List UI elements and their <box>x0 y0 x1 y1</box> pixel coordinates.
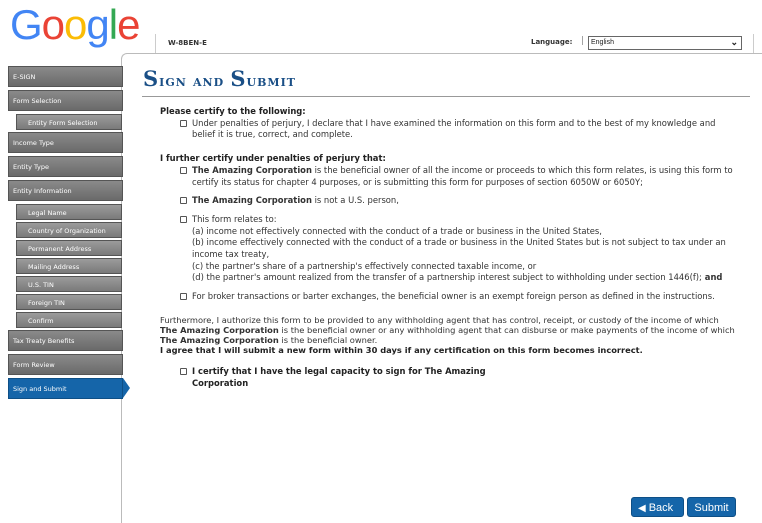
sidebar-item-country-of-organization[interactable]: Country of Organization <box>16 222 122 238</box>
logo-letter: g <box>86 1 109 48</box>
language-value: English <box>591 39 614 46</box>
sidebar-item-income-type[interactable]: Income Type <box>8 132 123 153</box>
relates-certification <box>160 214 735 284</box>
owner-certification <box>160 165 735 188</box>
sidebar-item-legal-name[interactable]: Legal Name <box>16 204 122 220</box>
left-triangle-icon: ◀ <box>638 503 646 514</box>
capacity-text: I certify that I have the legal capacity to sign for The Amazing Corporation <box>192 366 486 389</box>
sidebar-item-tax-treaty-benefits[interactable]: Tax Treaty Benefits <box>8 330 123 351</box>
chevron-down-icon: ⌄ <box>730 37 738 47</box>
certification-content <box>160 106 735 390</box>
submit-label: Submit <box>694 502 729 514</box>
sidebar-item-mailing-address[interactable]: Mailing Address <box>16 258 122 274</box>
broker-text: For broker transactions or barter exchanges, the beneficial owner is an exempt foreign person as defined in the instructions. <box>192 291 715 302</box>
entity-name: The Amazing Corporation <box>160 334 279 345</box>
back-button[interactable] <box>631 497 684 517</box>
capacity-certification <box>160 366 535 389</box>
title-cap: S <box>143 66 160 91</box>
relates-c: (c) the partner's share of a partnership's effectively connected taxable income, or <box>192 260 537 271</box>
submit-button[interactable] <box>687 497 736 517</box>
google-logo <box>10 2 139 48</box>
back-label: Back <box>648 502 674 514</box>
broker-certification <box>160 291 735 303</box>
sidebar-item-us-tin[interactable]: U.S. TIN <box>16 276 122 292</box>
form-id: W-8BEN-E <box>168 39 207 47</box>
logo-letter: o <box>64 1 87 48</box>
sidebar-nav <box>8 66 130 402</box>
relates-b: (b) income effectively connected with the conduct of a trade or business in the United States but is not subject to tax under an income tax treaty, <box>192 237 726 260</box>
logo-letter: e <box>117 1 140 48</box>
sidebar-item-entity-type[interactable]: Entity Type <box>8 156 123 177</box>
furthermore-text-3: is the beneficial owner. <box>278 334 378 345</box>
title-cap: S <box>230 66 247 91</box>
further-heading: I further certify under penalties of perjury that: <box>160 153 386 164</box>
entity-name: The Amazing Corporation <box>192 195 312 206</box>
owner-text: is the beneficial owner of all the income or proceeds to which this form relates, is using this form to certify its status for chapter 4 purposes, or is submitting this form for purposes of section 6050W or 6050Y; <box>192 164 733 187</box>
form-header-bar <box>155 34 754 53</box>
entity-name: The Amazing Corporation <box>160 324 279 335</box>
relates-checkbox[interactable] <box>180 216 187 223</box>
relates-text: This form relates to: <box>192 213 277 224</box>
perjury-text: Under penalties of perjury, I declare that I have examined the information on this form and to the best of my knowledge and belief it is true, correct, and complete. <box>192 117 716 140</box>
logo-letter: o <box>41 1 65 48</box>
sidebar-item-sign-and-submit[interactable]: Sign and Submit <box>8 378 123 399</box>
not-us-text: is not a U.S. person, <box>311 195 399 206</box>
perjury-certification <box>160 118 735 141</box>
furthermore-paragraph <box>160 316 735 356</box>
sidebar-item-esign[interactable]: E-SIGN <box>8 66 123 87</box>
sidebar-item-form-selection[interactable]: Form Selection <box>8 90 123 111</box>
not-us-certification <box>160 195 735 207</box>
sidebar-item-form-review[interactable]: Form Review <box>8 354 123 375</box>
certify-heading: Please certify to the following: <box>160 106 306 116</box>
sidebar-item-entity-information[interactable]: Entity Information <box>8 180 123 201</box>
not-us-checkbox[interactable] <box>180 197 187 204</box>
owner-checkbox[interactable] <box>180 167 187 174</box>
sidebar-item-permanent-address[interactable]: Permanent Address <box>16 240 122 256</box>
title-part: ign and <box>159 72 231 90</box>
relates-and: and <box>701 272 723 283</box>
broker-checkbox[interactable] <box>180 293 187 300</box>
relates-d-line <box>192 272 735 284</box>
relates-a: (a) income not effectively connected with the conduct of a trade or business in the United States, <box>192 225 602 236</box>
page-title <box>143 66 296 91</box>
title-divider <box>142 96 750 97</box>
language-select[interactable] <box>588 36 742 50</box>
entity-name: The Amazing Corporation <box>192 164 312 175</box>
perjury-checkbox[interactable] <box>180 120 187 127</box>
language-separator: | <box>581 36 585 46</box>
agree-text: I agree that I will submit a new form within 30 days if any certification on this form becomes incorrect. <box>160 344 643 355</box>
title-part: ubmit <box>246 72 296 90</box>
sidebar-item-confirm[interactable]: Confirm <box>16 312 122 328</box>
language-label: Language: <box>531 38 573 46</box>
furthermore-text-2: is the beneficial owner or any withholding agent that can disburse or make payments of the income of which <box>278 324 735 335</box>
furthermore-text-1: Furthermore, I authorize this form to be provided to any withholding agent that has control, receipt, or custody of the income of which <box>160 314 719 325</box>
relates-d: (d) the partner's amount realized from the transfer of a partnership interest subject to withholding under section 1446(f); <box>192 272 702 283</box>
sidebar-item-entity-form-selection[interactable]: Entity Form Selection <box>16 114 122 130</box>
sidebar-item-foreign-tin[interactable]: Foreign TIN <box>16 294 122 310</box>
logo-letter: G <box>10 1 42 48</box>
capacity-checkbox[interactable] <box>180 368 187 375</box>
logo-letter: l <box>108 1 118 48</box>
